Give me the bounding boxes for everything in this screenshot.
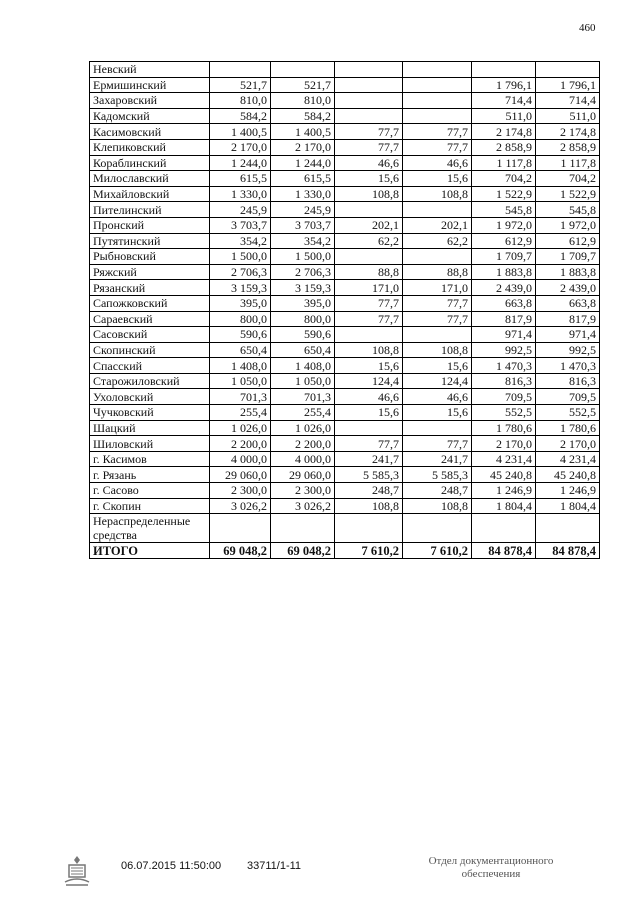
amount-cell: 1 026,0 (210, 420, 271, 436)
amount-cell: 2 174,8 (472, 124, 536, 140)
amount-cell (335, 62, 403, 78)
amount-cell (335, 327, 403, 343)
table-row (90, 233, 600, 249)
amount-cell: 1 883,8 (472, 264, 536, 280)
amount-cell: 1 883,8 (536, 264, 600, 280)
amount-cell: 2 170,0 (536, 436, 600, 452)
amount-cell (210, 62, 271, 78)
table-row (90, 108, 600, 124)
amount-cell: 1 244,0 (271, 155, 335, 171)
amount-cell: 46,6 (335, 155, 403, 171)
footer-datetime: 06.07.2015 11:50:00 (121, 860, 222, 872)
table-row (90, 483, 600, 499)
amount-cell: 1 470,3 (536, 358, 600, 374)
amount-cell (536, 62, 600, 78)
table-row (90, 373, 600, 389)
district-name-cell: Шацкий (90, 420, 210, 436)
amount-cell: 108,8 (335, 498, 403, 514)
table-row (90, 498, 600, 514)
budget-table (89, 61, 600, 559)
amount-cell (335, 93, 403, 109)
amount-cell: 709,5 (536, 389, 600, 405)
table-row (90, 405, 600, 421)
table-row (90, 249, 600, 265)
amount-cell (335, 514, 403, 543)
amount-cell: 1 470,3 (472, 358, 536, 374)
table-row (90, 467, 600, 483)
amount-cell: 245,9 (271, 202, 335, 218)
amount-cell: 590,6 (210, 327, 271, 343)
amount-cell: 395,0 (271, 295, 335, 311)
amount-cell: 2 706,3 (271, 264, 335, 280)
table-row (90, 139, 600, 155)
amount-cell: 248,7 (335, 483, 403, 499)
district-name-cell: Ряжский (90, 264, 210, 280)
table-row (90, 264, 600, 280)
amount-cell: 255,4 (271, 405, 335, 421)
amount-cell: 15,6 (403, 358, 472, 374)
amount-cell: 663,8 (472, 295, 536, 311)
amount-cell: 1 500,0 (210, 249, 271, 265)
amount-cell: 2 170,0 (472, 436, 536, 452)
amount-cell: 354,2 (210, 233, 271, 249)
amount-cell: 704,2 (536, 171, 600, 187)
amount-cell: 552,5 (536, 405, 600, 421)
amount-cell: 545,8 (536, 202, 600, 218)
amount-cell: 2 300,0 (210, 483, 271, 499)
district-name-cell: Чучковский (90, 405, 210, 421)
amount-cell: 171,0 (403, 280, 472, 296)
amount-cell: 124,4 (403, 373, 472, 389)
district-name-cell: Ермишинский (90, 77, 210, 93)
amount-cell (335, 249, 403, 265)
amount-cell: 511,0 (472, 108, 536, 124)
table-row (90, 155, 600, 171)
amount-cell: 1 117,8 (472, 155, 536, 171)
amount-cell: 202,1 (335, 217, 403, 233)
amount-cell: 3 026,2 (271, 498, 335, 514)
amount-cell (472, 514, 536, 543)
amount-cell: 3 159,3 (210, 280, 271, 296)
amount-cell: 992,5 (536, 342, 600, 358)
amount-cell: 77,7 (335, 124, 403, 140)
amount-cell: 810,0 (271, 93, 335, 109)
amount-cell: 612,9 (472, 233, 536, 249)
district-name-cell: Шиловский (90, 436, 210, 452)
amount-cell: 15,6 (335, 358, 403, 374)
amount-cell: 77,7 (403, 311, 472, 327)
footer-department: Отдел документационного обеспечения (428, 855, 554, 880)
amount-cell: 1 117,8 (536, 155, 600, 171)
stamp-logo-icon (62, 854, 92, 893)
amount-cell: 4 000,0 (210, 451, 271, 467)
amount-cell (271, 62, 335, 78)
amount-cell: 2 170,0 (210, 139, 271, 155)
district-name-cell: г. Скопин (90, 498, 210, 514)
amount-cell: 2 300,0 (271, 483, 335, 499)
district-name-cell: Кадомский (90, 108, 210, 124)
table-row (90, 327, 600, 343)
amount-cell (403, 62, 472, 78)
amount-cell: 2 858,9 (536, 139, 600, 155)
amount-cell: 1 026,0 (271, 420, 335, 436)
amount-cell: 817,9 (472, 311, 536, 327)
amount-cell: 7 610,2 (403, 543, 472, 559)
table-row (90, 389, 600, 405)
amount-cell: 5 585,3 (403, 467, 472, 483)
district-name-cell: Невский (90, 62, 210, 78)
page-number: 460 (579, 22, 596, 34)
amount-cell: 615,5 (210, 171, 271, 187)
amount-cell: 521,7 (271, 77, 335, 93)
table-row (90, 342, 600, 358)
table-row (90, 124, 600, 140)
amount-cell: 1 400,5 (271, 124, 335, 140)
amount-cell: 77,7 (403, 139, 472, 155)
amount-cell: 202,1 (403, 217, 472, 233)
amount-cell: 108,8 (403, 498, 472, 514)
table-row (90, 358, 600, 374)
district-name-cell: Сараевский (90, 311, 210, 327)
amount-cell: 46,6 (335, 389, 403, 405)
amount-cell: 77,7 (403, 295, 472, 311)
amount-cell: 1 972,0 (472, 217, 536, 233)
district-name-cell: Милославский (90, 171, 210, 187)
amount-cell: 800,0 (271, 311, 335, 327)
amount-cell (403, 514, 472, 543)
amount-cell: 108,8 (403, 186, 472, 202)
amount-cell: 88,8 (335, 264, 403, 280)
district-name-cell: Сапожковский (90, 295, 210, 311)
amount-cell: 816,3 (472, 373, 536, 389)
amount-cell: 84 878,4 (536, 543, 600, 559)
amount-cell: 1 050,0 (271, 373, 335, 389)
amount-cell (403, 327, 472, 343)
amount-cell: 15,6 (403, 171, 472, 187)
district-name-cell: Путятинский (90, 233, 210, 249)
table-row (90, 280, 600, 296)
district-name-cell: ИТОГО (90, 543, 210, 559)
amount-cell (472, 62, 536, 78)
table-row (90, 514, 600, 543)
amount-cell: 1 804,4 (536, 498, 600, 514)
amount-cell: 77,7 (403, 436, 472, 452)
table-row (90, 217, 600, 233)
district-name-cell: Старожиловский (90, 373, 210, 389)
amount-cell: 590,6 (271, 327, 335, 343)
amount-cell: 552,5 (472, 405, 536, 421)
amount-cell: 511,0 (536, 108, 600, 124)
amount-cell: 521,7 (210, 77, 271, 93)
amount-cell: 395,0 (210, 295, 271, 311)
amount-cell: 615,5 (271, 171, 335, 187)
amount-cell: 15,6 (403, 405, 472, 421)
total-row (90, 543, 600, 559)
district-name-cell: Ухоловский (90, 389, 210, 405)
table-row (90, 186, 600, 202)
amount-cell: 2 170,0 (271, 139, 335, 155)
amount-cell: 77,7 (403, 124, 472, 140)
amount-cell: 1 246,9 (472, 483, 536, 499)
amount-cell: 69 048,2 (210, 543, 271, 559)
district-name-cell: Михайловский (90, 186, 210, 202)
amount-cell: 29 060,0 (271, 467, 335, 483)
amount-cell: 2 174,8 (536, 124, 600, 140)
amount-cell: 245,9 (210, 202, 271, 218)
amount-cell: 1 522,9 (472, 186, 536, 202)
district-name-cell: Сасовский (90, 327, 210, 343)
table-row (90, 451, 600, 467)
amount-cell (536, 514, 600, 543)
amount-cell: 108,8 (335, 342, 403, 358)
amount-cell: 971,4 (536, 327, 600, 343)
amount-cell: 1 522,9 (536, 186, 600, 202)
amount-cell: 4 231,4 (472, 451, 536, 467)
amount-cell (403, 420, 472, 436)
amount-cell: 88,8 (403, 264, 472, 280)
amount-cell: 817,9 (536, 311, 600, 327)
district-name-cell: Кораблинский (90, 155, 210, 171)
amount-cell: 2 706,3 (210, 264, 271, 280)
district-name-cell: Спасский (90, 358, 210, 374)
amount-cell: 2 858,9 (472, 139, 536, 155)
amount-cell (335, 108, 403, 124)
amount-cell: 1 400,5 (210, 124, 271, 140)
amount-cell: 62,2 (403, 233, 472, 249)
district-name-cell: г. Касимов (90, 451, 210, 467)
table-row (90, 311, 600, 327)
district-name-cell: Рыбновский (90, 249, 210, 265)
district-name-cell: Пронский (90, 217, 210, 233)
amount-cell: 77,7 (335, 436, 403, 452)
amount-cell: 1 500,0 (271, 249, 335, 265)
amount-cell: 663,8 (536, 295, 600, 311)
amount-cell (403, 108, 472, 124)
amount-cell: 701,3 (210, 389, 271, 405)
table-row (90, 420, 600, 436)
district-name-cell: Рязанский (90, 280, 210, 296)
amount-cell: 1 246,9 (536, 483, 600, 499)
amount-cell: 971,4 (472, 327, 536, 343)
amount-cell (271, 514, 335, 543)
amount-cell: 1 972,0 (536, 217, 600, 233)
table-row (90, 436, 600, 452)
district-name-cell: Нераспределенные средства (90, 514, 210, 543)
footer-doc-number: 33711/1-11 (247, 860, 302, 872)
amount-cell: 2 200,0 (210, 436, 271, 452)
amount-cell: 45 240,8 (536, 467, 600, 483)
amount-cell: 1 796,1 (472, 77, 536, 93)
amount-cell: 1 709,7 (472, 249, 536, 265)
amount-cell: 1 244,0 (210, 155, 271, 171)
amount-cell (335, 202, 403, 218)
amount-cell: 1 330,0 (271, 186, 335, 202)
district-name-cell: Скопинский (90, 342, 210, 358)
amount-cell: 46,6 (403, 389, 472, 405)
amount-cell: 15,6 (335, 171, 403, 187)
amount-cell: 3 703,7 (210, 217, 271, 233)
amount-cell (403, 202, 472, 218)
amount-cell: 1 796,1 (536, 77, 600, 93)
district-name-cell: Клепиковский (90, 139, 210, 155)
amount-cell: 15,6 (335, 405, 403, 421)
district-name-cell: Захаровский (90, 93, 210, 109)
amount-cell: 354,2 (271, 233, 335, 249)
amount-cell: 1 780,6 (472, 420, 536, 436)
amount-cell: 1 709,7 (536, 249, 600, 265)
district-name-cell: г. Сасово (90, 483, 210, 499)
amount-cell: 3 159,3 (271, 280, 335, 296)
amount-cell: 650,4 (210, 342, 271, 358)
table-row (90, 93, 600, 109)
amount-cell (335, 77, 403, 93)
amount-cell: 241,7 (403, 451, 472, 467)
amount-cell: 612,9 (536, 233, 600, 249)
amount-cell: 2 439,0 (536, 280, 600, 296)
district-name-cell: Касимовский (90, 124, 210, 140)
amount-cell (403, 93, 472, 109)
amount-cell: 3 026,2 (210, 498, 271, 514)
amount-cell: 5 585,3 (335, 467, 403, 483)
amount-cell: 46,6 (403, 155, 472, 171)
table-row (90, 77, 600, 93)
amount-cell: 584,2 (210, 108, 271, 124)
amount-cell: 62,2 (335, 233, 403, 249)
table-row (90, 62, 600, 78)
amount-cell: 4 231,4 (536, 451, 600, 467)
amount-cell: 701,3 (271, 389, 335, 405)
amount-cell: 992,5 (472, 342, 536, 358)
amount-cell: 2 439,0 (472, 280, 536, 296)
amount-cell: 108,8 (335, 186, 403, 202)
amount-cell: 650,4 (271, 342, 335, 358)
amount-cell: 704,2 (472, 171, 536, 187)
amount-cell: 255,4 (210, 405, 271, 421)
amount-cell: 1 408,0 (210, 358, 271, 374)
amount-cell: 77,7 (335, 311, 403, 327)
amount-cell: 77,7 (335, 295, 403, 311)
amount-cell: 171,0 (335, 280, 403, 296)
district-name-cell: г. Рязань (90, 467, 210, 483)
amount-cell: 1 780,6 (536, 420, 600, 436)
amount-cell: 714,4 (536, 93, 600, 109)
amount-cell (210, 514, 271, 543)
amount-cell: 1 408,0 (271, 358, 335, 374)
amount-cell: 241,7 (335, 451, 403, 467)
amount-cell: 108,8 (403, 342, 472, 358)
amount-cell: 1 330,0 (210, 186, 271, 202)
amount-cell: 584,2 (271, 108, 335, 124)
amount-cell: 3 703,7 (271, 217, 335, 233)
amount-cell (335, 420, 403, 436)
table-row (90, 171, 600, 187)
amount-cell: 1 050,0 (210, 373, 271, 389)
amount-cell: 714,4 (472, 93, 536, 109)
amount-cell: 124,4 (335, 373, 403, 389)
amount-cell: 1 804,4 (472, 498, 536, 514)
amount-cell: 2 200,0 (271, 436, 335, 452)
amount-cell: 7 610,2 (335, 543, 403, 559)
amount-cell: 248,7 (403, 483, 472, 499)
amount-cell (403, 249, 472, 265)
table-row (90, 295, 600, 311)
amount-cell: 545,8 (472, 202, 536, 218)
amount-cell: 709,5 (472, 389, 536, 405)
amount-cell (403, 77, 472, 93)
table-row (90, 202, 600, 218)
amount-cell: 45 240,8 (472, 467, 536, 483)
amount-cell: 800,0 (210, 311, 271, 327)
amount-cell: 77,7 (335, 139, 403, 155)
amount-cell: 4 000,0 (271, 451, 335, 467)
district-name-cell: Пителинский (90, 202, 210, 218)
amount-cell: 816,3 (536, 373, 600, 389)
amount-cell: 810,0 (210, 93, 271, 109)
amount-cell: 29 060,0 (210, 467, 271, 483)
amount-cell: 69 048,2 (271, 543, 335, 559)
amount-cell: 84 878,4 (472, 543, 536, 559)
